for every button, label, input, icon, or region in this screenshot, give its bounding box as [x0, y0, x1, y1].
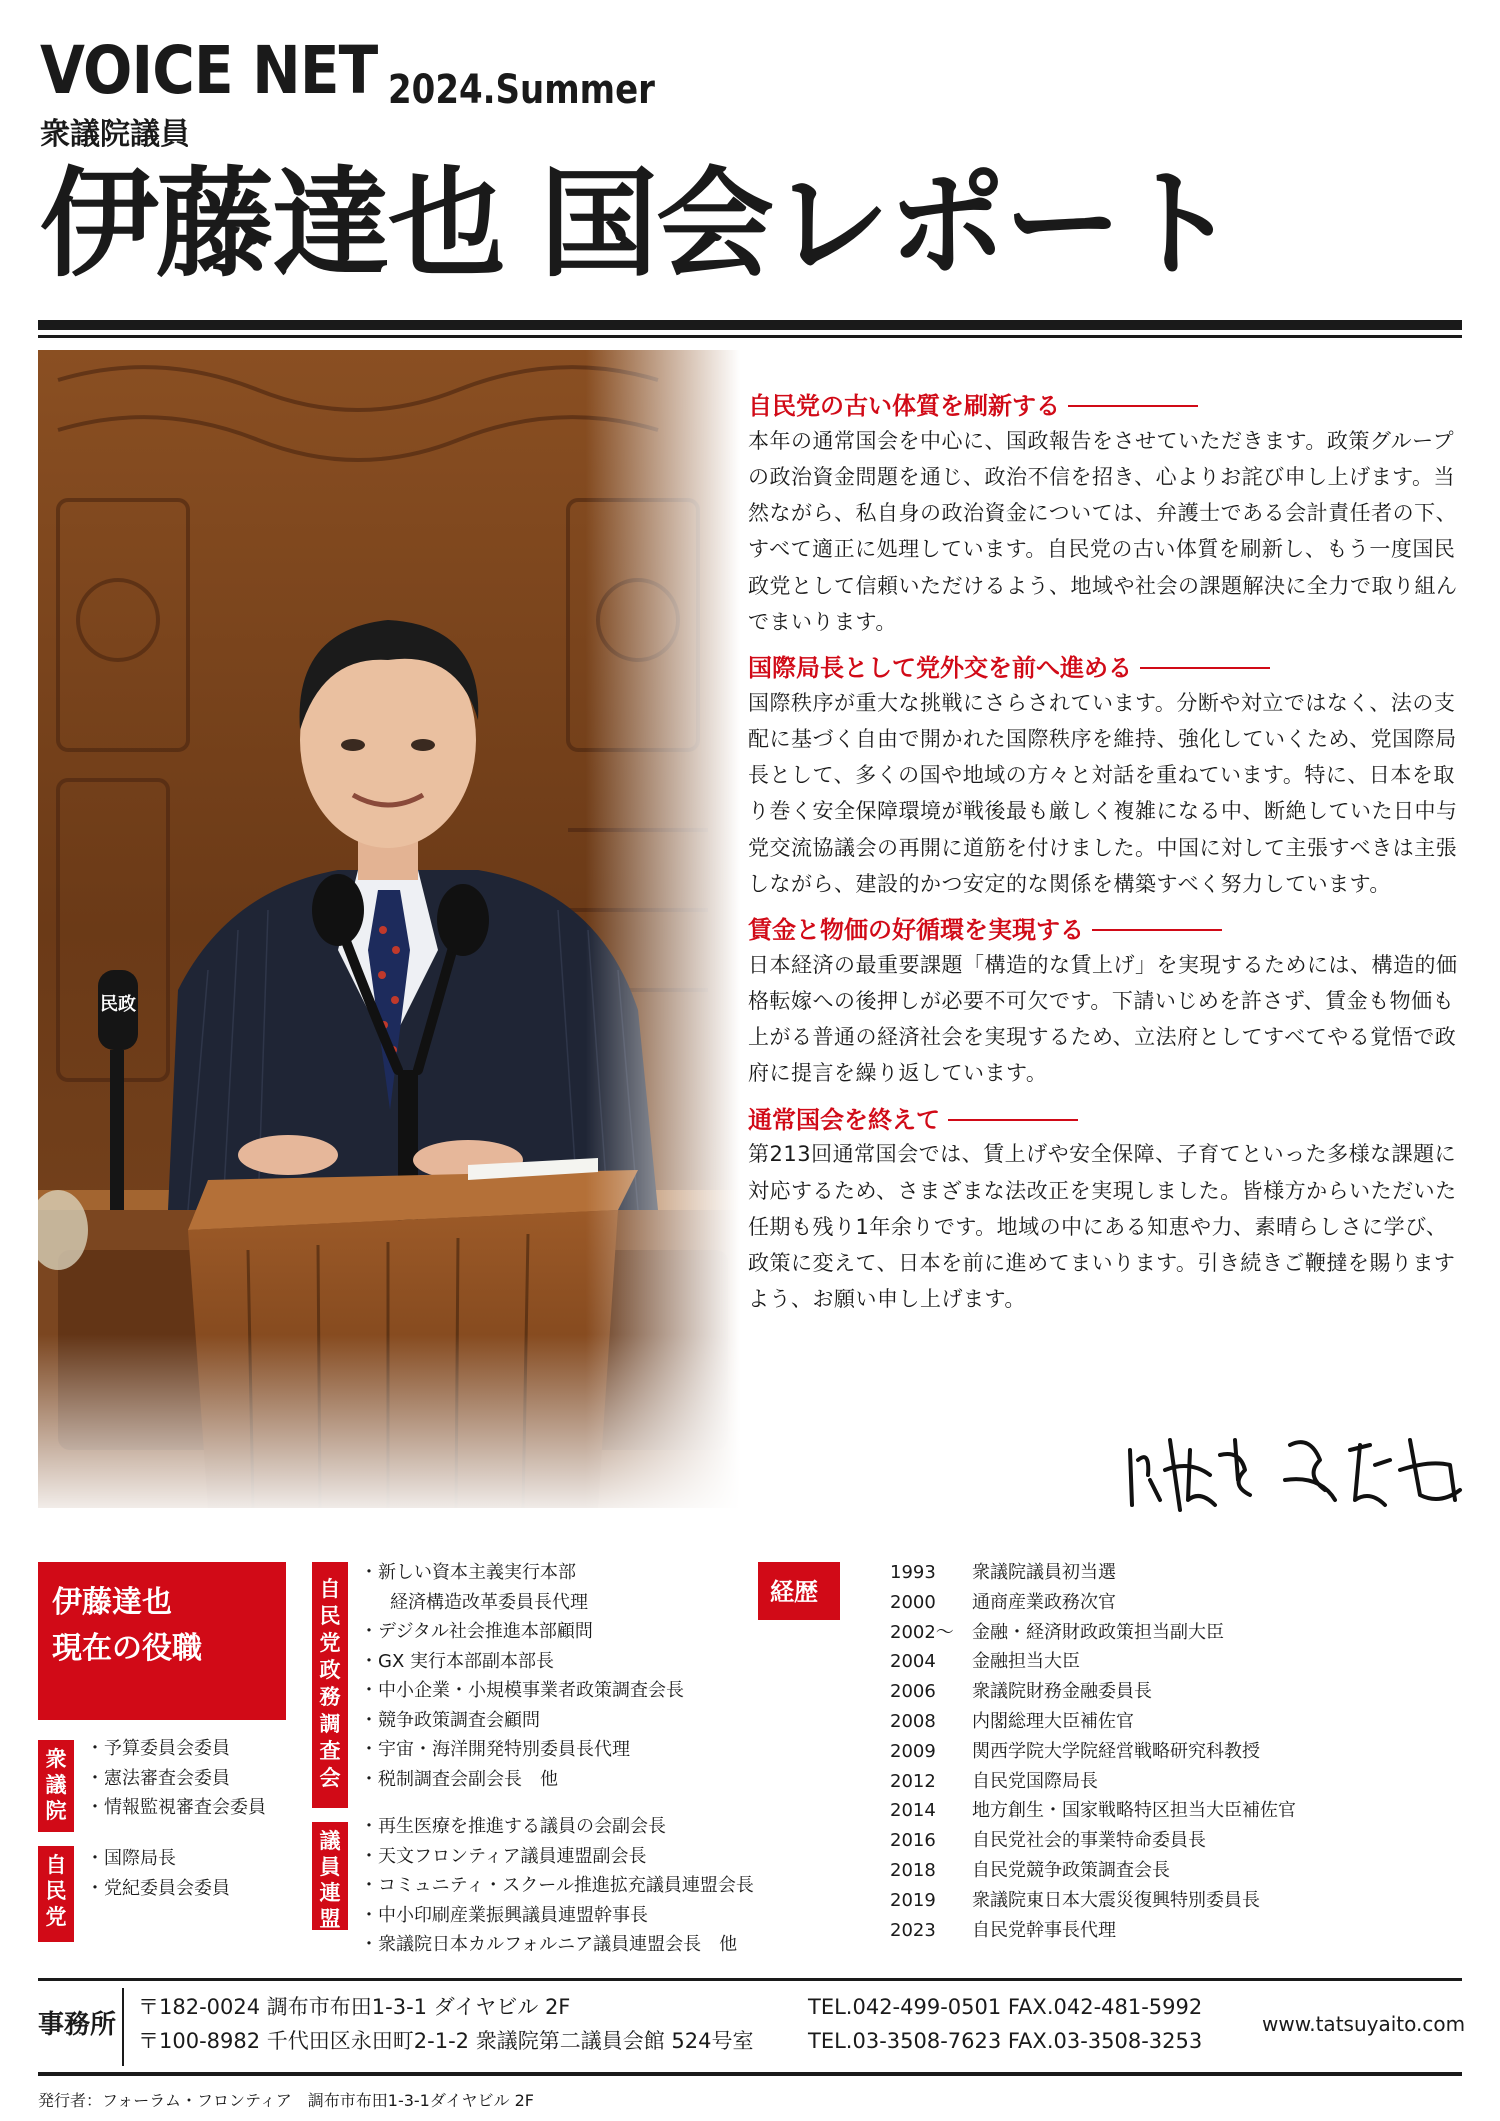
- role-item: ・ 新しい資本主義実行本部: [360, 1558, 684, 1588]
- role-item: ・ 予算委員会委員: [86, 1734, 266, 1764]
- section-heading: [748, 654, 1468, 683]
- career-text: 地方創生・国家戦略特区担当大臣補佐官: [972, 1800, 1296, 1822]
- career-text: 衆議院財務金融委員長: [972, 1681, 1152, 1703]
- article-section: [748, 916, 1468, 1092]
- house-roles-list: [86, 1734, 266, 1823]
- career-row: [890, 1737, 1296, 1767]
- career-year: 2012: [890, 1770, 936, 1792]
- profile-subtitle: 現在の役職: [52, 1631, 202, 1666]
- header-rule-thin: [38, 335, 1462, 338]
- politician-name: 伊藤達也: [40, 155, 505, 293]
- career-text: 自民党競争政策調査会長: [972, 1859, 1170, 1881]
- role-item: ・ 税制調査会副会長 他: [360, 1765, 684, 1795]
- role-item: ・ デジタル社会推進本部顧問: [360, 1617, 684, 1647]
- section-heading-text: 自民党の古い体質を刷新する: [748, 392, 1060, 420]
- career-row: [890, 1856, 1296, 1886]
- party-roles-list: [86, 1844, 230, 1903]
- career-year: 2019: [890, 1889, 936, 1911]
- career-text: 自民党幹事長代理: [972, 1919, 1116, 1941]
- header-rule-thick: [38, 320, 1462, 330]
- office-rule-bottom: [38, 2072, 1462, 2076]
- signature-illustration: [1120, 1420, 1480, 1520]
- edition-label: 2024.Summer: [388, 67, 655, 113]
- office-label: 事務所: [38, 2010, 117, 2040]
- career-year: 2009: [890, 1740, 936, 1762]
- role-item: ・ 情報監視審査会委員: [86, 1793, 266, 1823]
- career-row: [890, 1677, 1296, 1707]
- career-year: 2023: [890, 1919, 936, 1941]
- career-list: [890, 1558, 1296, 1945]
- role-item: ・ 憲法審査会委員: [86, 1764, 266, 1794]
- office-addresses: [138, 1990, 753, 2058]
- career-text: 内閣総理大臣補佐官: [972, 1710, 1134, 1732]
- profile-name: 伊藤達也: [52, 1585, 172, 1620]
- career-text: 衆議院東日本大震災復興特別委員長: [972, 1889, 1260, 1911]
- section-body: 第213回通常国会では、賃上げや安全保障、子育てといった多様な課題に対応するため、さまざまな法改正を実現しました。皆様方からいただいた任期も残り1年余りです。地域の中にある知恵や力、素晴らしさに学び、政策に変えて、日本を前に進めてまいります。引き続きご鞭撻を賜りますよう、お願い申し上げます。: [748, 1142, 1457, 1312]
- career-row: [890, 1826, 1296, 1856]
- role-item: ・ 国際局長: [86, 1844, 230, 1874]
- role-item: ・ 再生医療を推進する議員の会副会長: [360, 1812, 754, 1842]
- signature: [1120, 1420, 1480, 1520]
- career-year: 2000: [890, 1591, 936, 1613]
- career-year: 2014: [890, 1800, 936, 1822]
- policy-council-roles-list: [360, 1558, 684, 1794]
- group-tag-house: 衆議院: [38, 1740, 74, 1832]
- section-heading-text: 通常国会を終えて: [748, 1105, 940, 1134]
- section-heading-text: 賃金と物価の好循環を実現する: [748, 916, 1084, 945]
- role-item: ・ 競争政策調査会顧問: [360, 1706, 684, 1736]
- office-divider: [122, 1988, 124, 2066]
- career-year: 2008: [890, 1710, 936, 1732]
- career-text: 金融・経済財政政策担当副大臣: [972, 1621, 1224, 1643]
- website-link[interactable]: www.tatsuyaito.com: [1262, 2012, 1466, 2036]
- career-row: [890, 1558, 1296, 1588]
- role-item: ・ 天文フロンティア議員連盟副会長: [360, 1842, 754, 1872]
- section-heading-text: 国際局長として党外交を前へ進める: [748, 654, 1132, 683]
- publisher-line: 発行者：フォーラム・フロンティア 調布市布田1-3-1ダイヤビル 2F: [38, 2091, 534, 2110]
- career-text: 通商産業政務次官: [972, 1591, 1116, 1613]
- office-phone: TEL.03-3508-7623 FAX.03-3508-3253: [808, 2029, 1203, 2053]
- group-tag-party: 自民党: [38, 1846, 74, 1942]
- role-item: ・ 党紀委員会委員: [86, 1874, 230, 1904]
- career-year: 2016: [890, 1830, 936, 1852]
- heading-rule: [1092, 929, 1222, 931]
- article-section: [748, 1106, 1468, 1318]
- group-tag-parliamentary-league: 議員連盟: [312, 1822, 348, 1930]
- office-address: 〒182-0024 調布市布田1-3-1 ダイヤビル 2F: [138, 1995, 571, 2019]
- career-label: 経歴: [758, 1562, 840, 1620]
- brand-title: VOICE NET: [40, 32, 378, 109]
- profile-name-box: [38, 1562, 286, 1720]
- role-item: 経済構造改革委員長代理: [390, 1591, 588, 1613]
- career-year: 2002～: [890, 1621, 954, 1643]
- heading-rule: [1140, 667, 1270, 669]
- member-title: 衆議院議員: [40, 117, 190, 152]
- page-title: [40, 155, 1237, 293]
- section-body: 本年の通常国会を中心に、国政報告をさせていただきます。政策グループの政治資金問題を通じ、政治不信を招き、心よりお詫び申し上げます。当然ながら、私自身の政治資金については、弁護士である会計責任者の下、すべて適正に処理しています。自民党の古い体質を刷新し、もう一度国民政党として信頼いただけるよう、地域や社会の課題解決に全力で取り組んでまいります。: [748, 428, 1458, 634]
- role-item: ・ 衆議院日本カルフォルニア議員連盟会長 他: [360, 1930, 754, 1960]
- career-text: 自民党国際局長: [972, 1770, 1098, 1792]
- career-year: 1993: [890, 1562, 936, 1583]
- career-row: [890, 1916, 1296, 1946]
- speech-photo-illustration: [38, 350, 740, 1508]
- article-section: [748, 654, 1468, 902]
- career-row: [890, 1796, 1296, 1826]
- career-row: [890, 1707, 1296, 1737]
- career-row: [890, 1647, 1296, 1677]
- speech-photo: [38, 350, 740, 1508]
- career-row: [890, 1588, 1296, 1618]
- career-row: [890, 1618, 1296, 1648]
- career-text: 関西学院大学院経営戦略研究科教授: [972, 1740, 1260, 1762]
- career-text: 金融担当大臣: [972, 1651, 1080, 1673]
- career-row: [890, 1767, 1296, 1797]
- role-item: ・ 宇宙・海洋開発特別委員長代理: [360, 1735, 684, 1765]
- report-title: 国会レポート: [540, 155, 1237, 293]
- office-phones: [808, 1990, 1202, 2058]
- section-heading: [748, 1106, 1468, 1135]
- office-rule-top: [38, 1978, 1462, 1981]
- career-text: 衆議院議員初当選: [972, 1562, 1116, 1583]
- career-text: 自民党社会的事業特命委員長: [972, 1830, 1206, 1852]
- section-body: 日本経済の最重要課題「構造的な賃上げ」を実現するためには、構造的価格転嫁への後押しが必要不可欠です。下請いじめを許さず、賃金も物価も上がる普通の経済社会を実現するため、立法府としてすべてやる覚悟で政府に提言を繰り返しています。: [748, 952, 1458, 1086]
- heading-rule: [948, 1119, 1078, 1121]
- career-year: 2006: [890, 1681, 936, 1703]
- office-address: 〒100-8982 千代田区永田町2-1-2 衆議院第二議員会館 524号室: [138, 2029, 754, 2053]
- heading-rule: [1068, 405, 1198, 407]
- role-item: ・ GX 実行本部副本部長: [360, 1647, 684, 1677]
- role-item: ・ 中小印刷産業振興議員連盟幹事長: [360, 1901, 754, 1931]
- office-phone: TEL.042-499-0501 FAX.042-481-5992: [808, 1995, 1203, 2019]
- section-heading: [748, 392, 1468, 421]
- role-item: ・ 中小企業・小規模事業者政策調査会長: [360, 1676, 684, 1706]
- career-row: [890, 1886, 1296, 1916]
- article-section: [748, 392, 1468, 640]
- group-tag-policy-council: 自民党政務調査会: [312, 1562, 348, 1808]
- career-year: 2004: [890, 1651, 936, 1673]
- role-item: ・ コミュニティ・スクール推進拡充議員連盟会長: [360, 1871, 754, 1901]
- league-roles-list: [360, 1812, 754, 1960]
- article: [748, 392, 1468, 1331]
- section-body: 国際秩序が重大な挑戦にさらされています。分断や対立ではなく、法の支配に基づく自由で開かれた国際秩序を維持、強化していくため、党国際局長として、多くの国や地域の方々と対話を重ねています。特に、日本を取り巻く安全保障環境が戦後最も厳しく複雑になる中、断絶していた日中与党交流協議会の再開に道筋を付けました。中国に対して主張すべきは主張しながら、建設的かつ安定的な関係を構築すべく努力しています。: [748, 690, 1458, 896]
- career-year: 2018: [890, 1859, 936, 1881]
- section-heading: [748, 916, 1468, 945]
